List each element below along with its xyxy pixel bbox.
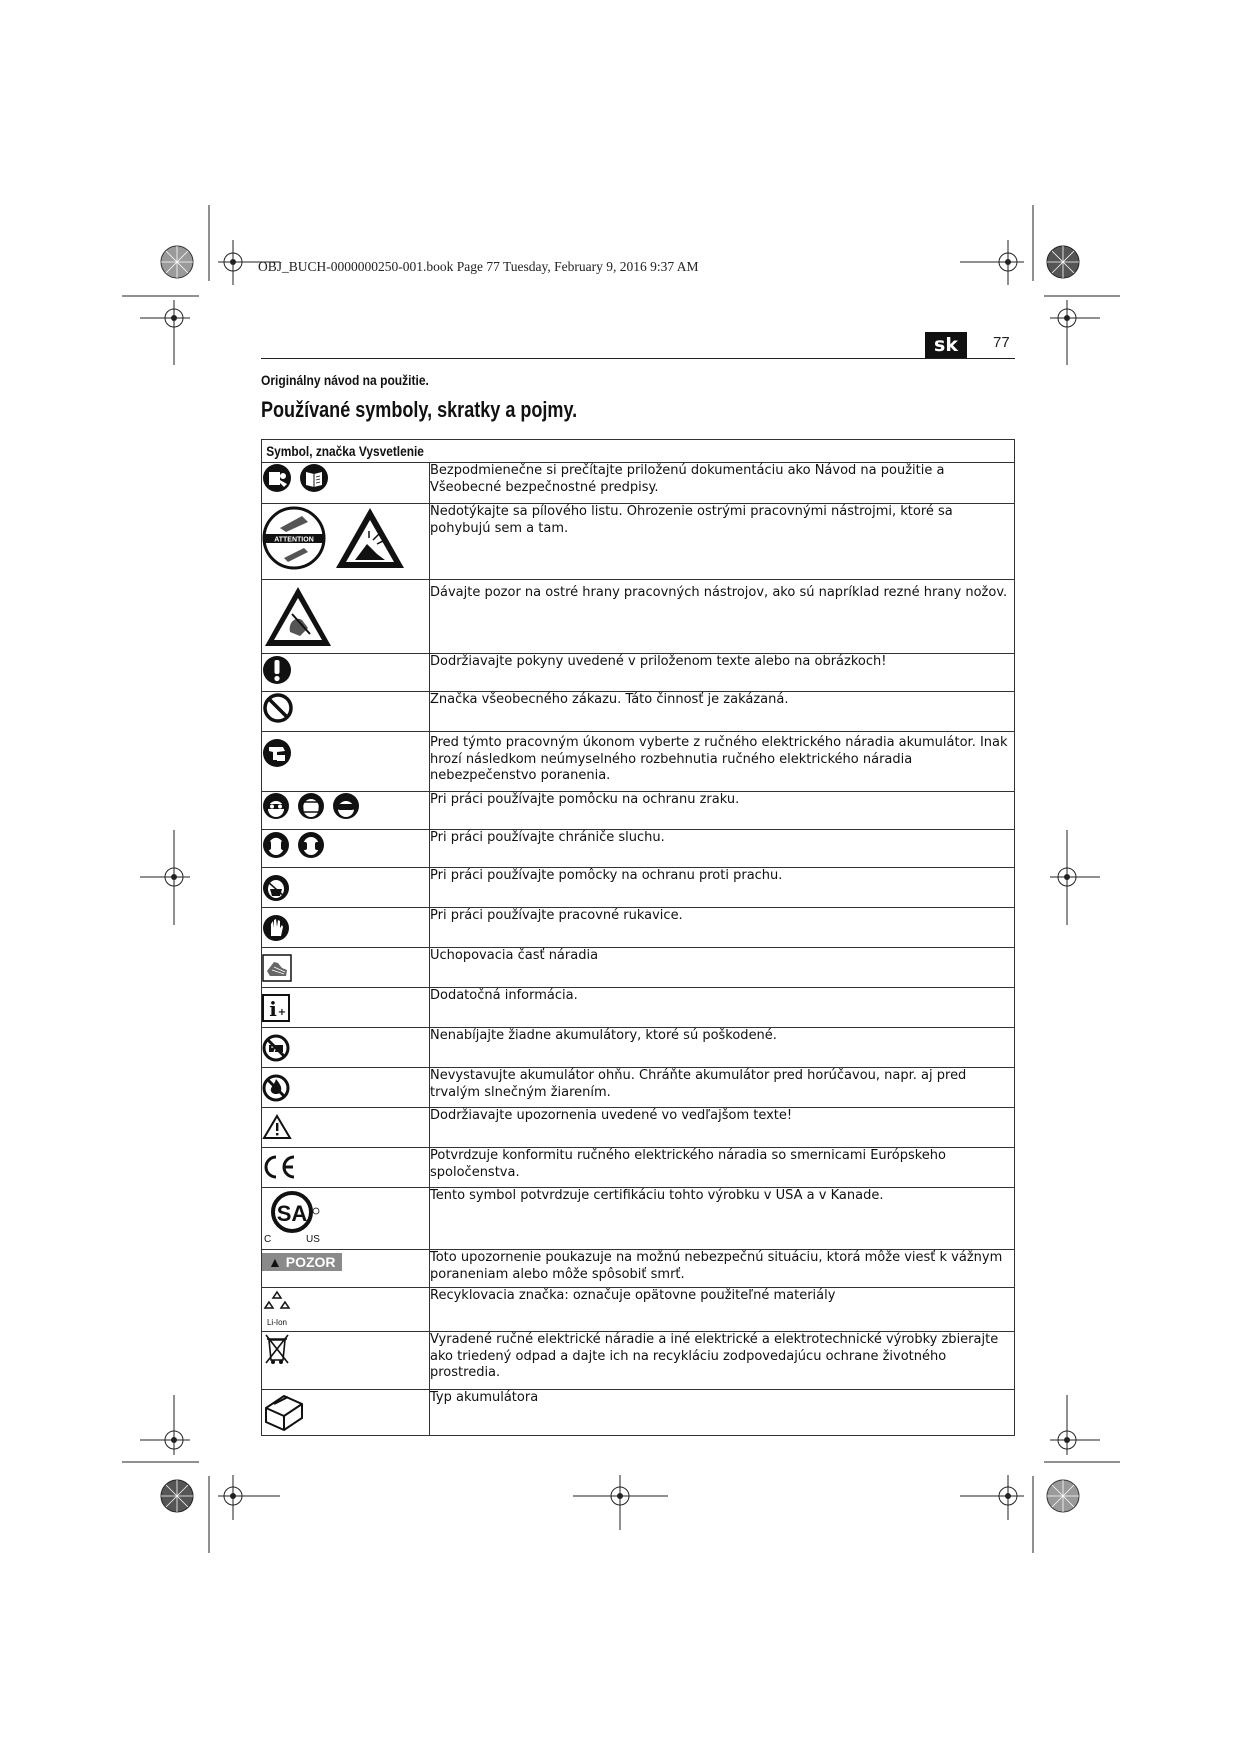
explanation-cell: Pri práci používajte pomôcku na ochranu zraku. [430,792,1015,830]
table-row [262,868,1015,908]
table-row [262,1250,1015,1288]
face-shield-icon [297,792,325,820]
manual-book-icon [299,463,329,493]
table-header-row [262,440,1015,463]
symbol-cell [262,1068,430,1108]
explanation-cell: Pri práci používajte pracovné rukavice. [430,908,1015,948]
no-fire-icon [262,1074,290,1102]
ce-mark-icon [262,1154,298,1180]
section-title: Používané symboly, skratky a pojmy. [261,397,578,422]
explanation-cell: Recyklovacia značka: označuje opätovne použiteľné materiály [430,1288,1015,1332]
warning-triangle-icon [262,1114,292,1140]
goggles-icon [332,792,360,820]
symbol-cell [262,868,430,908]
symbol-cell [262,792,430,830]
remove-battery-icon [262,738,292,768]
table-row [262,792,1015,830]
explanation-cell: Dodatočná informácia. [430,988,1015,1028]
symbol-cell [262,1028,430,1068]
ear-protection-icon [262,830,290,860]
symbol-cell [262,463,430,504]
explanation-cell: Dodržiavajte upozornenia uvedené vo vedľajšom texte! [430,1108,1015,1148]
info-icon [262,994,290,1022]
header-rule [261,358,1015,359]
csa-c-label: C [264,1234,272,1244]
symbol-cell [262,654,430,692]
recycling-li-ion-icon [262,1288,292,1328]
gloves-icon [262,914,290,942]
table-row [262,504,1015,580]
svg-text:SA: SA [276,1201,308,1226]
no-damaged-battery-icon [262,1034,290,1062]
header-symbol: Symbol, značka [266,443,356,459]
table-row [262,988,1015,1028]
warning-triangle-icon: ▲ [268,1254,282,1270]
table-row [262,830,1015,868]
explanation-cell: Tento symbol potvrdzuje certifikáciu tohto výrobku v USA a v Kanade. [430,1188,1015,1250]
table-row [262,1390,1015,1436]
ear-muffs-icon [297,830,325,860]
symbol-cell [262,1332,430,1390]
explanation-cell: Potvrdzuje konformitu ručného elektrického náradia so smernicami Európskeho spoločenstva. [430,1148,1015,1188]
page-number: 77 [993,334,1010,351]
svg-text:i: i [269,997,277,1021]
csa-us-label: US [306,1234,320,1244]
table-row [262,1068,1015,1108]
dust-mask-icon [262,874,290,902]
table-row [262,732,1015,792]
csa-mark-icon [262,1188,324,1244]
table-row [262,1108,1015,1148]
explanation-cell: Uchopovacia časť náradia [430,948,1015,988]
explanation-cell: Bezpodmienečne si prečítajte priloženú dokumentáciu ako Návod na použitie a Všeobecné bezpečnostné predpisy. [430,463,1015,504]
battery-type-icon [262,1390,306,1432]
document-subtitle: Originálny návod na použitie. [261,372,429,388]
warning-sharp-edges-icon [262,584,334,650]
prohibition-icon [262,692,294,724]
table-row [262,1188,1015,1250]
explanation-cell: Nevystavujte akumulátor ohňu. Chráňte akumulátor pred horúčavou, napr. aj pred trvalým slnečným žiarením. [430,1068,1015,1108]
table-header [262,440,1015,463]
svg-text:+: + [277,1007,287,1018]
table-row [262,1332,1015,1390]
table-row [262,1028,1015,1068]
symbol-cell [262,1390,430,1436]
symbol-cell [262,830,430,868]
symbol-cell [262,580,430,654]
table-row [262,692,1015,732]
book-file-header: OBJ_BUCH-0000000250-001.book Page 77 Tuesday, February 9, 2016 9:37 AM [258,259,699,274]
read-manual-icon [262,463,292,493]
symbol-cell [262,504,430,580]
warning-cut-hazard-icon [333,504,407,572]
symbol-cell [262,988,430,1028]
table-row [262,948,1015,988]
symbol-cell [262,948,430,988]
explanation-cell: Dávajte pozor na ostré hrany pracovných nástrojov, ako sú napríklad rezné hrany nožov. [430,580,1015,654]
explanation-cell: Pri práci používajte chrániče sluchu. [430,830,1015,868]
grip-surface-icon [262,954,292,982]
symbol-cell [262,1188,430,1250]
explanation-cell: Typ akumulátora [430,1390,1015,1436]
table-row [262,908,1015,948]
svg-text:ATTENTION: ATTENTION [274,536,314,544]
weee-bin-icon [262,1332,292,1366]
table-row [262,1148,1015,1188]
symbol-cell [262,732,430,792]
explanation-cell: Pri práci používajte pomôcky na ochranu proti prachu. [430,868,1015,908]
table-row [262,1288,1015,1332]
explanation-cell: Vyradené ručné elektrické náradie a iné elektrické a elektrotechnické výrobky zbierajte ako triedený odpad a dajte ich na recykláciu zodpovedajúcu ochrane životného prostredia. [430,1332,1015,1390]
pozor-label-icon [262,1253,342,1271]
symbol-cell [262,1148,430,1188]
symbol-cell [262,692,430,732]
li-ion-label: Li-Ion [266,1318,288,1327]
header-explanation: Vysvetlenie [358,443,424,459]
symbol-cell [262,1288,430,1332]
explanation-cell: Nedotýkajte sa pílového listu. Ohrozenie ostrými pracovnými nástrojmi, ktoré sa pohybujú sem a tam. [430,504,1015,580]
eye-protection-icon [262,792,290,820]
explanation-cell: Značka všeobecného zákazu. Táto činnosť je zakázaná. [430,692,1015,732]
explanation-cell: Toto upozornenie poukazuje na možnú nebezpečnú situáciu, ktorá môže viesť k vážnym poraneniam alebo môže spôsobiť smrť. [430,1250,1015,1288]
language-badge: sk [925,332,967,358]
explanation-cell: Nenabíjajte žiadne akumulátory, ktoré sú poškodené. [430,1028,1015,1068]
pozor-label: POZOR [285,1254,336,1270]
symbols-table [261,439,1015,1436]
symbol-cell [262,1250,430,1288]
attention-saw-blade-icon [262,504,326,572]
table-row [262,654,1015,692]
symbol-cell [262,1108,430,1148]
table-row [262,463,1015,504]
exclamation-icon [262,654,292,686]
table-row [262,580,1015,654]
symbol-cell [262,908,430,948]
explanation-cell: Pred týmto pracovným úkonom vyberte z ručného elektrického náradia akumulátor. Inak hrozí následkom neúmyselného rozbehnutia ručného elektrického náradia nebezpečenstvo poranenia. [430,732,1015,792]
explanation-cell: Dodržiavajte pokyny uvedené v priloženom texte alebo na obrázkoch! [430,654,1015,692]
